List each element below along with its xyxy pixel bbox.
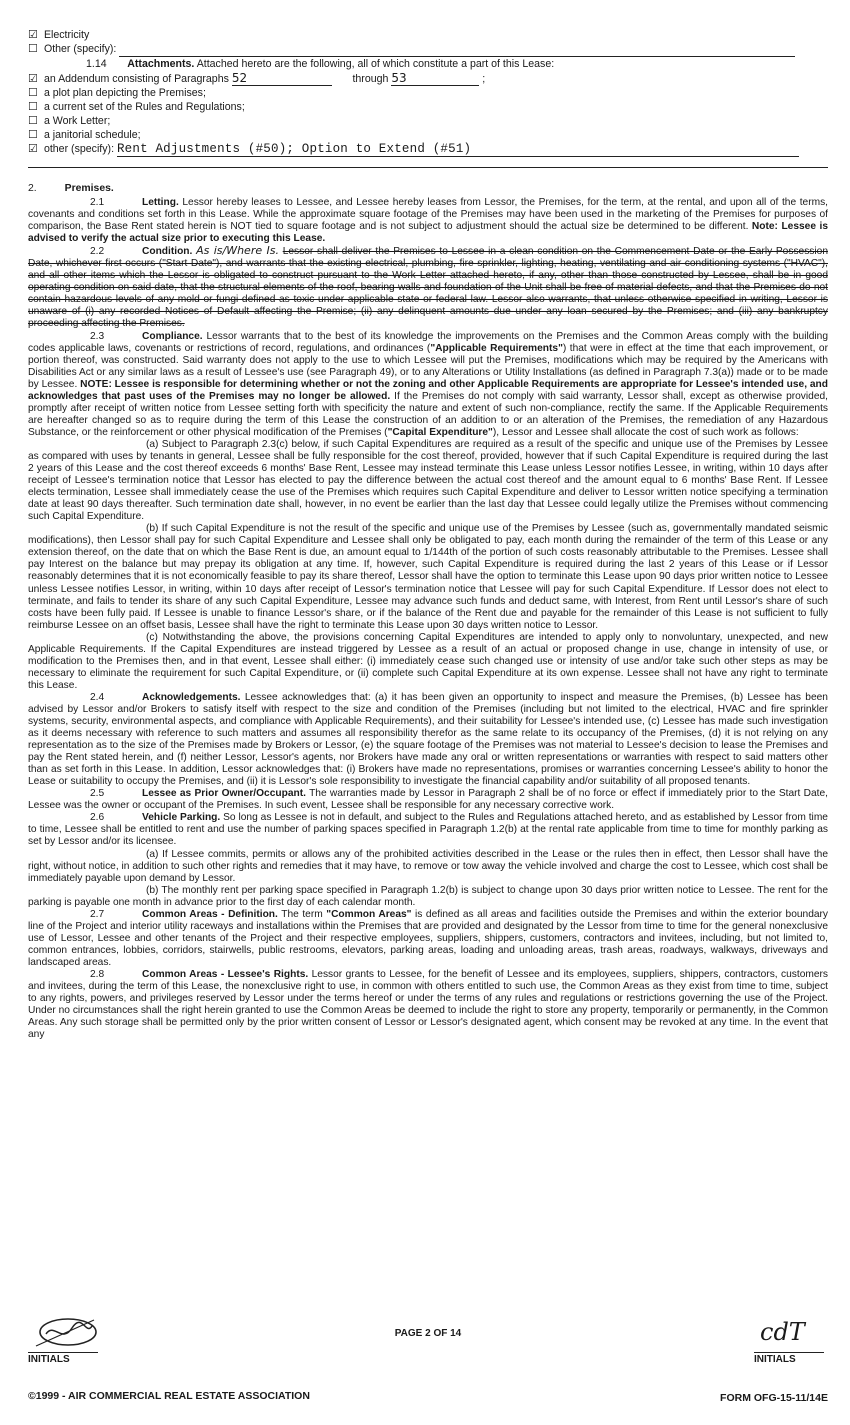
other-utility-label: Other (specify): bbox=[43, 43, 117, 55]
premises-heading bbox=[28, 182, 828, 195]
attachment-extra-line bbox=[28, 157, 828, 168]
attachment-item-2 bbox=[28, 114, 828, 128]
para-2-3-c: (c) Notwithstanding the above, the provisions concerning Capital Expenditures are intended to apply only to nonvoluntary, unexpected, and new Applicable Requirements. If the Capital Expenditures are instead triggered by Lessee as a result of an actual or proposed change in use, change in intensity of use, or modification to the Premises then, and in that event, Lessee shall either: (i) immediately cease such changed use or intensity of use and/or take such other steps as may be necessary to eliminate the requirement for such Capital Expenditure, or (ii) complete such Capital Expenditure at its own expense. Lessee shall not have any right to terminate this Lease. bbox=[28, 631, 828, 691]
para-2-4-text: Lessee acknowledges that: (a) it has been given an opportunity to inspect and measure the Premises, (b) Lessee has been advised by Lessor and/or Brokers to satisfy itself with respect to the size and condition of the Premises (including but not limited to the electrical, HVAC and fire sprinkler systems, security, environmental aspects, and compliance with Applicable Requirements), and their suitability for Lessee's intended use, (c) Lessee has made such investigation as it deems necessary with reference to such matters and assumes all responsibility therefor as the same relate to its occupancy of the Premises, (d) it is not relying on any representation as to the size of the Premises made by Brokers or Lessor, (e) the square footage of the Premises was not material to Lessee's decision to lease the Premises and pay the Rent stated herein, and (f) neither Lessor, Lessor's agents, nor Brokers have made any oral or written representations or warranties with respect to said matters other than as set forth in this Lease. In addition, Lessor acknowledges that: (i) Brokers have made no representations, promises or warranties concerning Lessee's ability to honor the Lease or suitability to occupy the Premises, and (ii) it is Lessor's sole responsibility to investigate the financial capability and/or suitability of all proposed tenants. bbox=[28, 691, 828, 788]
addendum-checkbox[interactable]: ☑ bbox=[28, 73, 38, 85]
attachment-item-3 bbox=[28, 128, 828, 142]
para-2-7-bold: "Common Areas" bbox=[326, 908, 412, 920]
para-2-1-num: 2.1 bbox=[90, 197, 105, 208]
attachments-intro: Attached hereto are the following, all of which constitute a part of this Lease: bbox=[196, 58, 555, 70]
form-id: FORM OFG-15-11/14E bbox=[720, 1392, 828, 1404]
para-2-6-head: Vehicle Parking. bbox=[142, 812, 221, 824]
attachments-heading-row bbox=[28, 57, 828, 71]
para-2-2-num: 2.2 bbox=[90, 246, 105, 258]
para-2-6-num: 2.6 bbox=[90, 812, 105, 824]
premises-number: 2. bbox=[28, 183, 37, 194]
para-2-5 bbox=[28, 788, 828, 812]
para-2-7 bbox=[28, 909, 828, 969]
attachments-number: 1.14 bbox=[86, 58, 107, 70]
para-2-4 bbox=[28, 692, 828, 788]
para-2-3 bbox=[28, 331, 828, 439]
attachments-heading: Attachments. bbox=[127, 58, 195, 70]
initials-left bbox=[28, 1316, 118, 1364]
para-2-4-head: Acknowledgements. bbox=[142, 691, 241, 703]
para-2-1-text: Lessor hereby leases to Lessee, and Lessee hereby leases from Lessor, the Premises, for the term, at the rental, and upon all of the terms, covenants and conditions set forth in this Lease. While the approximate square footage of the Premises may have been used in the marketing of the Premises for purposes of comparison, the Base Rent stated herein is NOT tied to square footage and is not subject to adjustment should the actual size be determined to be different. bbox=[28, 197, 828, 233]
para-2-2-struck-text: Lessor shall deliver the Premises to Lessee in a clean condition on the Commencement Date or the Early Possession Date, whichever first occurs ("Start Date"), and warrants that the existing electrical, plumbing, fire sprinkler, lighting, heating, ventilating and air conditioning systems ("HVAC"), and all other items which the Lessor is obligated to construct pursuant to the Work Letter attached hereto, if any, other than those constructed by Lessee, shall be in good operating condition on said date, that the structural elements of the roof, bearing walls and foundation of the Unit shall be free of material defects, and that the Premises do not contain hazardous levels of any mold or fungi defined as toxic under applicable state or federal law. Lessor also warrants, that unless otherwise specified in writing, Lessor is unaware of (i) any recorded Notices of Default affecting the Premise; (ii) any delinquent amounts due under any loan secured by the Premises; and (iii) any bankruptcy proceeding affecting the Premises. bbox=[28, 246, 828, 330]
copyright: ©1999 - AIR COMMERCIAL REAL ESTATE ASSOCIATION bbox=[28, 1390, 310, 1402]
para-2-6 bbox=[28, 812, 828, 848]
page-number: PAGE 2 OF 14 bbox=[394, 1328, 462, 1339]
para-2-3-num: 2.3 bbox=[90, 330, 105, 342]
para-2-4-num: 2.4 bbox=[90, 691, 105, 703]
para-2-3-text-d: ), Lessor and Lessee shall allocate the cost of such work as follows: bbox=[492, 426, 799, 438]
other-attachment-label: other (specify): bbox=[43, 143, 115, 155]
initials-left-label: INITIALS bbox=[28, 1352, 98, 1365]
para-2-2-handwritten: As is/Where Is. bbox=[196, 244, 279, 258]
para-2-8 bbox=[28, 969, 828, 1041]
para-2-7-num: 2.7 bbox=[90, 908, 105, 920]
addendum-to-field[interactable]: 53 bbox=[391, 71, 479, 86]
para-2-3-a: (a) Subject to Paragraph 2.3(c) below, if such Capital Expenditures are required as a result of the specific and unique use of the Premises by Lessee as compared with uses by tenants in general, Lessee shall be fully responsible for the cost thereof, provided, however that if such Capital Expenditure is required during the last 2 years of this Lease and the cost thereof exceeds 6 months' Base Rent, Lessee may instead terminate this Lease unless Lessor notifies Lessee, in writing, within 10 days after receipt of Lessee's termination notice that Lessor has elected to pay the difference between the actual cost thereof and the amount equal to 6 months' Base Rent. If Lessee elects termination, Lessee shall immediately cease the use of the Premises which requires such Capital Expenditure and deliver to Lessor written notice specifying a termination date at least 90 days thereafter. Such termination date shall, however, in no event be earlier than the last day that Lessee could legally utilize the Premises without commencing such Capital Expenditure. bbox=[28, 438, 828, 523]
para-2-3-text-c: If the Premises do not comply with said warranty, Lessor shall, except as otherwise provided, promptly after receipt of written notice from Lessee setting forth with specificity the nature and extent of such non-compliance, rectify the same. If the Applicable Requirements are hereafter changed so as to require during the term of this Lease the construction of an addition to or an alteration of the Premises, the remediation of any Hazardous Substance, or the reinforcement or other physical modification of the Premises ( bbox=[28, 390, 828, 438]
electricity-checkbox[interactable]: ☑ bbox=[28, 29, 38, 41]
other-attachment-field[interactable]: Rent Adjustments (#50); Option to Extend (#51) bbox=[117, 142, 799, 157]
footer bbox=[28, 1312, 828, 1412]
para-2-3-head: Compliance. bbox=[142, 330, 203, 342]
janitorial-checkbox[interactable]: ☐ bbox=[28, 129, 38, 141]
para-2-8-head: Common Areas - Lessee's Rights. bbox=[142, 969, 309, 980]
addendum-through-label: through bbox=[352, 73, 389, 85]
para-2-8-num: 2.8 bbox=[90, 969, 105, 980]
para-2-3-bold-ar: "Applicable Requirements" bbox=[430, 342, 563, 354]
plot-plan-checkbox[interactable]: ☐ bbox=[28, 87, 38, 99]
addendum-label: an Addendum consisting of Paragraphs bbox=[43, 73, 229, 85]
para-2-8-text: Lessor grants to Lessee, for the benefit of Lessee and its employees, suppliers, shippers, contractors, customers and invitees, during the term of this Lease, the nonexclusive right to use, in common with others entitled to such use, the Common Areas as they exist from time to time, subject to any rights, powers, and privileges reserved by Lessor under the terms hereof or under the terms of any rules and regulations or restrictions governing the use of the Project. Under no circumstances shall the right herein granted to use the Common Areas be deemed to include the right to store any property, temporarily or permanently, in the Common Areas. Any such storage shall be permitted only by the prior written consent of Lessor or Lessor's designated agent, which consent may be revoked at any time. In the event that any bbox=[28, 969, 828, 1041]
para-2-1-head: Letting. bbox=[142, 197, 179, 208]
para-2-2-head: Condition. bbox=[142, 246, 193, 258]
para-2-2 bbox=[28, 245, 828, 330]
work-letter-label: a Work Letter; bbox=[43, 115, 111, 127]
attachment-item-1 bbox=[28, 100, 828, 114]
janitorial-label: a janitorial schedule; bbox=[43, 129, 141, 141]
para-2-6-text: So long as Lessee is not in default, and subject to the Rules and Regulations attached hereto, and as established by Lessor from time to time, Lessee shall be entitled to rent and use the number of parking spaces specified in Paragraph 1.2(b) at the rental rate applicable from time to time for monthly parking as set by Lessor and/or its licensee. bbox=[28, 812, 828, 848]
initials-right-label: INITIALS bbox=[754, 1352, 824, 1365]
utility-electricity-row bbox=[28, 28, 828, 42]
plot-plan-label: a plot plan depicting the Premises; bbox=[43, 87, 206, 99]
rules-checkbox[interactable]: ☐ bbox=[28, 101, 38, 113]
para-2-5-head: Lessee as Prior Owner/Occupant. bbox=[142, 788, 306, 800]
utility-other-row bbox=[28, 42, 828, 57]
other-utility-checkbox[interactable]: ☐ bbox=[28, 43, 38, 55]
initials-right-value: cdT bbox=[760, 1318, 805, 1346]
addendum-from-field[interactable]: 52 bbox=[232, 71, 332, 86]
para-2-7-head: Common Areas - Definition. bbox=[142, 908, 278, 920]
initials-right bbox=[754, 1312, 828, 1364]
other-utility-field[interactable] bbox=[119, 42, 795, 57]
para-2-6-b: (b) The monthly rent per parking space specified in Paragraph 1.2(b) is subject to change upon 30 days prior written notice to Lessee. The rent for the parking is payable one month in advance prior to the first day of each calendar month. bbox=[28, 884, 828, 908]
addendum-row bbox=[28, 71, 828, 86]
lease-page bbox=[28, 28, 828, 1400]
para-2-5-text: The warranties made by Lessor in Paragraph 2 shall be of no force or effect if immediately prior to the Start Date, Lessee was the owner or occupant of the Premises. In such event, Lessee shall be responsible for any necessary corrective work. bbox=[28, 788, 828, 812]
attachment-item-0 bbox=[28, 86, 828, 100]
other-attachment-checkbox[interactable]: ☑ bbox=[28, 143, 38, 155]
attachment-other-row bbox=[28, 142, 828, 157]
para-2-6-a: (a) If Lessee commits, permits or allows any of the prohibited activities described in the Lease or the rules then in effect, then Lessor shall have the right, without notice, in addition to such other rights and remedies that it may have, to remove or tow away the vehicle involved and charge the cost to Lessee, which cost shall be immediately payable upon demand by Lessor. bbox=[28, 848, 828, 884]
para-2-1 bbox=[28, 197, 828, 245]
para-2-5-num: 2.5 bbox=[90, 788, 105, 800]
para-2-7-text-a: The term bbox=[281, 908, 327, 920]
para-2-1-note: Note: Lessee is advised to verify the actual size prior to executing this Lease. bbox=[28, 221, 828, 245]
para-2-3-text-a: Lessor warrants that to the best of its knowledge the improvements on the Premises and the Common Areas comply with the building codes applicable laws, covenants or restrictions of record, regulations, and ordinances ( bbox=[28, 330, 828, 354]
rules-label: a current set of the Rules and Regulations; bbox=[43, 101, 245, 113]
para-2-3-b: (b) If such Capital Expenditure is not the result of the specific and unique use of the Premises by Lessee (such as, governmentally mandated seismic modifications), then Lessor shall pay for such Capital Expenditure and Lessee shall only be obligated to pay, each month during the remainder of the term of this Lease or any extension thereof, on the date that on which the Base Rent is due, an amount equal to 1/144th of the portion of such costs reasonably attributable to the Premises. Lessee shall pay Interest on the balance but may prepay its obligation at any time. If, however, such Capital Expenditure is required during the last 2 years of this Lease or if Lessor reasonably determines that it is not economically feasible to pay its share thereof, Lessor shall have the option to terminate this Lease upon 90 days prior written notice to Lessee unless Lessee notifies Lessor, in writing, within 10 days after receipt of Lessor's termination notice that Lessee will pay for such Capital Expenditure. If Lessor does not elect to terminate, and fails to tender its share of any such Capital Expenditure, Lessee may advance such funds and deduct same, with Interest, from Rent until Lessor's share of such costs have been fully paid. If Lessee is unable to finance Lessor's share, or if the balance of the Rent due and payable for the remainder of this Lease is not sufficient to fully reimburse Lessee on an offset basis, Lessee shall have the right to terminate this Lease upon 30 days written notice to Lessor. bbox=[28, 523, 828, 631]
addendum-end: ; bbox=[482, 73, 486, 85]
para-2-7-text-b: is defined as all areas and facilities outside the Premises and within the exterior boundary line of the Project and interior utility raceways and installations within the Premises that are provided and designated by the Lessor from time to time for the general nonexclusive use of Lessor, Lessee and other tenants of the Project and their respective employees, suppliers, shippers, customers, contractors and invitees, including, but not limited to, common entrances, lobbies, corridors, stairwells, public restrooms, elevators, parking areas, loading and unloading areas, trash areas, roadways, walkways, driveways and landscaped areas. bbox=[28, 908, 828, 968]
work-letter-checkbox[interactable]: ☐ bbox=[28, 115, 38, 127]
electricity-label: Electricity bbox=[43, 29, 90, 41]
para-2-3-text-b: ) that were in effect at the time that each improvement, or portion thereof, was constructed. Said warranty does not apply to the use to which Lessee will put the Premises, modifications which may be required by the Americans with Disabilities Act or any similar laws as a result of Lessee's use (see Paragraph 49), or to any Alterations or Utility Installations (as defined in Paragraph 7.3(a)) made or to be made by Lessee. bbox=[28, 342, 828, 390]
para-2-3-note: NOTE: Lessee is responsible for determining whether or not the zoning and other Applicable Requirements are appropriate for Lessee's intended use, and acknowledges that past uses of the Premises may no longer be allowed. bbox=[28, 378, 828, 402]
premises-title: Premises. bbox=[64, 183, 114, 194]
para-2-3-bold-ce: "Capital Expenditure" bbox=[387, 426, 493, 438]
